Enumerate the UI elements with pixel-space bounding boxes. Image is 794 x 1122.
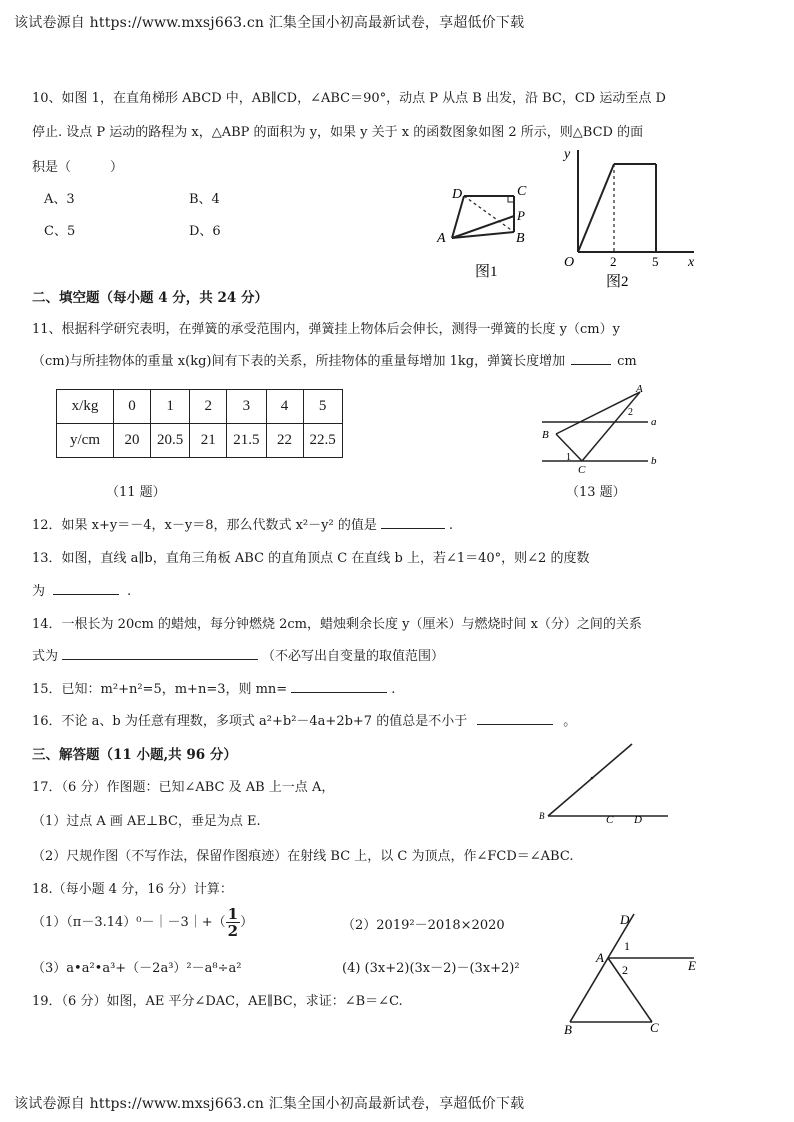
q14-answer-blank (62, 647, 258, 660)
q15-answer-blank (291, 680, 387, 693)
q19-figure (556, 908, 706, 1038)
q10-option-d: D、6 (189, 224, 221, 239)
q16-answer-blank (477, 712, 553, 725)
q13-figure (528, 382, 668, 474)
q13-line2: 为 . (32, 584, 132, 599)
q14-line2: 式为 （不必写出自变量的取值范围） (32, 649, 445, 664)
q17-line2: （1）过点 A 画 AE⊥BC，垂足为点 E. (32, 814, 261, 829)
fig2-label-y: y (564, 147, 571, 162)
table-cell: 1 (151, 390, 190, 424)
q13-angle-1: 1 (566, 452, 571, 463)
fig1-label-b: B (516, 231, 525, 246)
q18-fraction: $\frac{1}{2}$ (227, 905, 239, 940)
fig2-tick-5: 5 (652, 254, 659, 269)
fig1-caption: 图1 (475, 264, 498, 280)
table-cell: 22.5 (303, 424, 342, 458)
table-cell: 3 (227, 390, 266, 424)
table-header-x: x/kg (57, 390, 114, 424)
table-cell: 0 (114, 390, 151, 424)
q18-part2: （2）2019²－2018×2020 (342, 918, 505, 933)
table-cell: 21 (190, 424, 227, 458)
q13-label-a-point: A (636, 383, 643, 395)
page-footer: 该试卷源自 https://www.mxsj663.cn 汇集全国小初高最新试卷，享超低价下载 (14, 1096, 525, 1112)
q11-caption: （11 题） (106, 485, 166, 500)
fig1-label-p: P (517, 208, 525, 223)
q13-label-b-point: B (542, 429, 549, 441)
table-cell: 20.5 (151, 424, 190, 458)
q19-label-e: E (688, 958, 696, 973)
q15-line: 15．已知：m²+n²=5，m+n=3，则 mn= . (32, 682, 396, 697)
q17-label-c: C (606, 814, 614, 826)
q13-label-c-point: C (578, 464, 586, 474)
q17-angle-figure (536, 740, 676, 830)
q11-answer-blank (571, 352, 611, 365)
q19-label-d: D (620, 912, 630, 927)
q17-label-d: D (634, 814, 642, 826)
fig2-label-x: x (688, 255, 695, 270)
q19-line: 19．（6 分）如图，AE 平分∠DAC，AE∥BC，求证：∠B＝∠C. (32, 994, 403, 1009)
fig2-label-origin: O (564, 255, 575, 270)
q16-line: 16．不论 a、b 为任意有理数，多项式 a²+b²－4a+2b+7 的值总是不小于 。 (32, 714, 577, 729)
fig1-label-a: A (437, 231, 446, 246)
q19-label-b: B (564, 1022, 572, 1037)
q12-answer-blank (381, 516, 445, 529)
q17-line1: 17．（6 分）作图题：已知∠ABC 及 AB 上一点 A， (32, 780, 335, 795)
fig1-label-c: C (517, 184, 527, 199)
table-header-y: y/cm (57, 424, 114, 458)
q18-part1: （1）（π－3.14）⁰－｜－3｜+（ $\frac{1}{2}$ ） (32, 905, 254, 940)
q11-data-table (56, 389, 343, 458)
q13-caption: （13 题） (566, 485, 626, 500)
q12-line: 12．如果 x+y＝－4，x－y＝8，那么代数式 x²－y² 的值是 . (32, 518, 453, 533)
q10-line1: 10、如图 1，在直角梯形 ABCD 中，AB∥CD，∠ABC＝90°，动点 P 从点 B 出发，沿 BC，CD 运动至点 D (32, 91, 666, 106)
q13-label-line-a: a (651, 416, 657, 428)
fig1-label-d: D (452, 187, 463, 202)
q13-label-line-b: b (651, 455, 657, 467)
q11-line2: （cm)与所挂物体的重量 x(kg)间有下表的关系，所挂物体的重量每增加 1kg，弹簧长度增加 cm (32, 354, 637, 369)
section-3-title: 三、解答题（11 小题,共 96 分） (32, 747, 237, 763)
q13-line1: 13．如图，直线 a∥b，直角三角板 ABC 的直角顶点 C 在直线 b 上，若∠1＝40°，则∠2 的度数 (32, 551, 590, 566)
q19-angle-2: 2 (622, 963, 628, 977)
q17-label-b: B (539, 811, 545, 821)
table-cell: 5 (303, 390, 342, 424)
q19-label-a: A (596, 950, 604, 965)
q17-line3: （2）尺规作图（不写作法，保留作图痕迹）在射线 BC 上，以 C 为顶点，作∠FCD＝∠ABC. (32, 849, 574, 864)
section-2-title: 二、填空题（每小题 4 分，共 24 分） (32, 290, 268, 306)
table-cell: 20 (114, 424, 151, 458)
q10-option-b: B、4 (189, 192, 220, 207)
fig2-caption: 图2 (606, 274, 629, 290)
q10-line3: 积是（ ） (32, 160, 124, 175)
q19-angle-1: 1 (624, 939, 630, 953)
q10-option-a: A、3 (44, 192, 75, 207)
table-row (57, 390, 343, 424)
table-cell: 21.5 (227, 424, 266, 458)
q11-line1: 11、根据科学研究表明，在弹簧的承受范围内，弹簧挂上物体后会伸长，测得一弹簧的长度 y（cm）y (32, 322, 620, 337)
figure-1-trapezoid (430, 176, 550, 284)
page-header: 该试卷源自 https://www.mxsj663.cn 汇集全国小初高最新试卷，享超低价下载 (14, 15, 525, 31)
table-cell: 4 (266, 390, 303, 424)
q18-title: 18.（每小题 4 分，16 分）计算： (32, 882, 233, 897)
table-cell: 2 (190, 390, 227, 424)
q18-part4: (4) (3x+2)(3x－2)－(3x+2)² (342, 961, 520, 976)
table-row (57, 424, 343, 458)
q14-line1: 14．一根长为 20cm 的蜡烛，每分钟燃烧 2cm，蜡烛剩余长度 y（厘米）与燃烧时间 x（分）之间的关系 (32, 617, 642, 632)
q19-label-c: C (650, 1020, 659, 1035)
table-cell: 22 (266, 424, 303, 458)
q10-option-c: C、5 (44, 224, 76, 239)
q13-answer-blank (53, 582, 119, 595)
q10-line2: 停止. 设点 P 运动的路程为 x，△ABP 的面积为 y，如果 y 关于 x 的函数图象如图 2 所示，则△BCD 的面 (32, 125, 644, 140)
fig2-tick-2: 2 (610, 254, 617, 269)
q18-part3: （3）a•a²•a³+（－2a³）²－a⁸÷a² (32, 961, 242, 976)
figure-2-graph (556, 142, 706, 292)
q17-point-a (591, 777, 594, 780)
q13-angle-2: 2 (628, 407, 633, 418)
